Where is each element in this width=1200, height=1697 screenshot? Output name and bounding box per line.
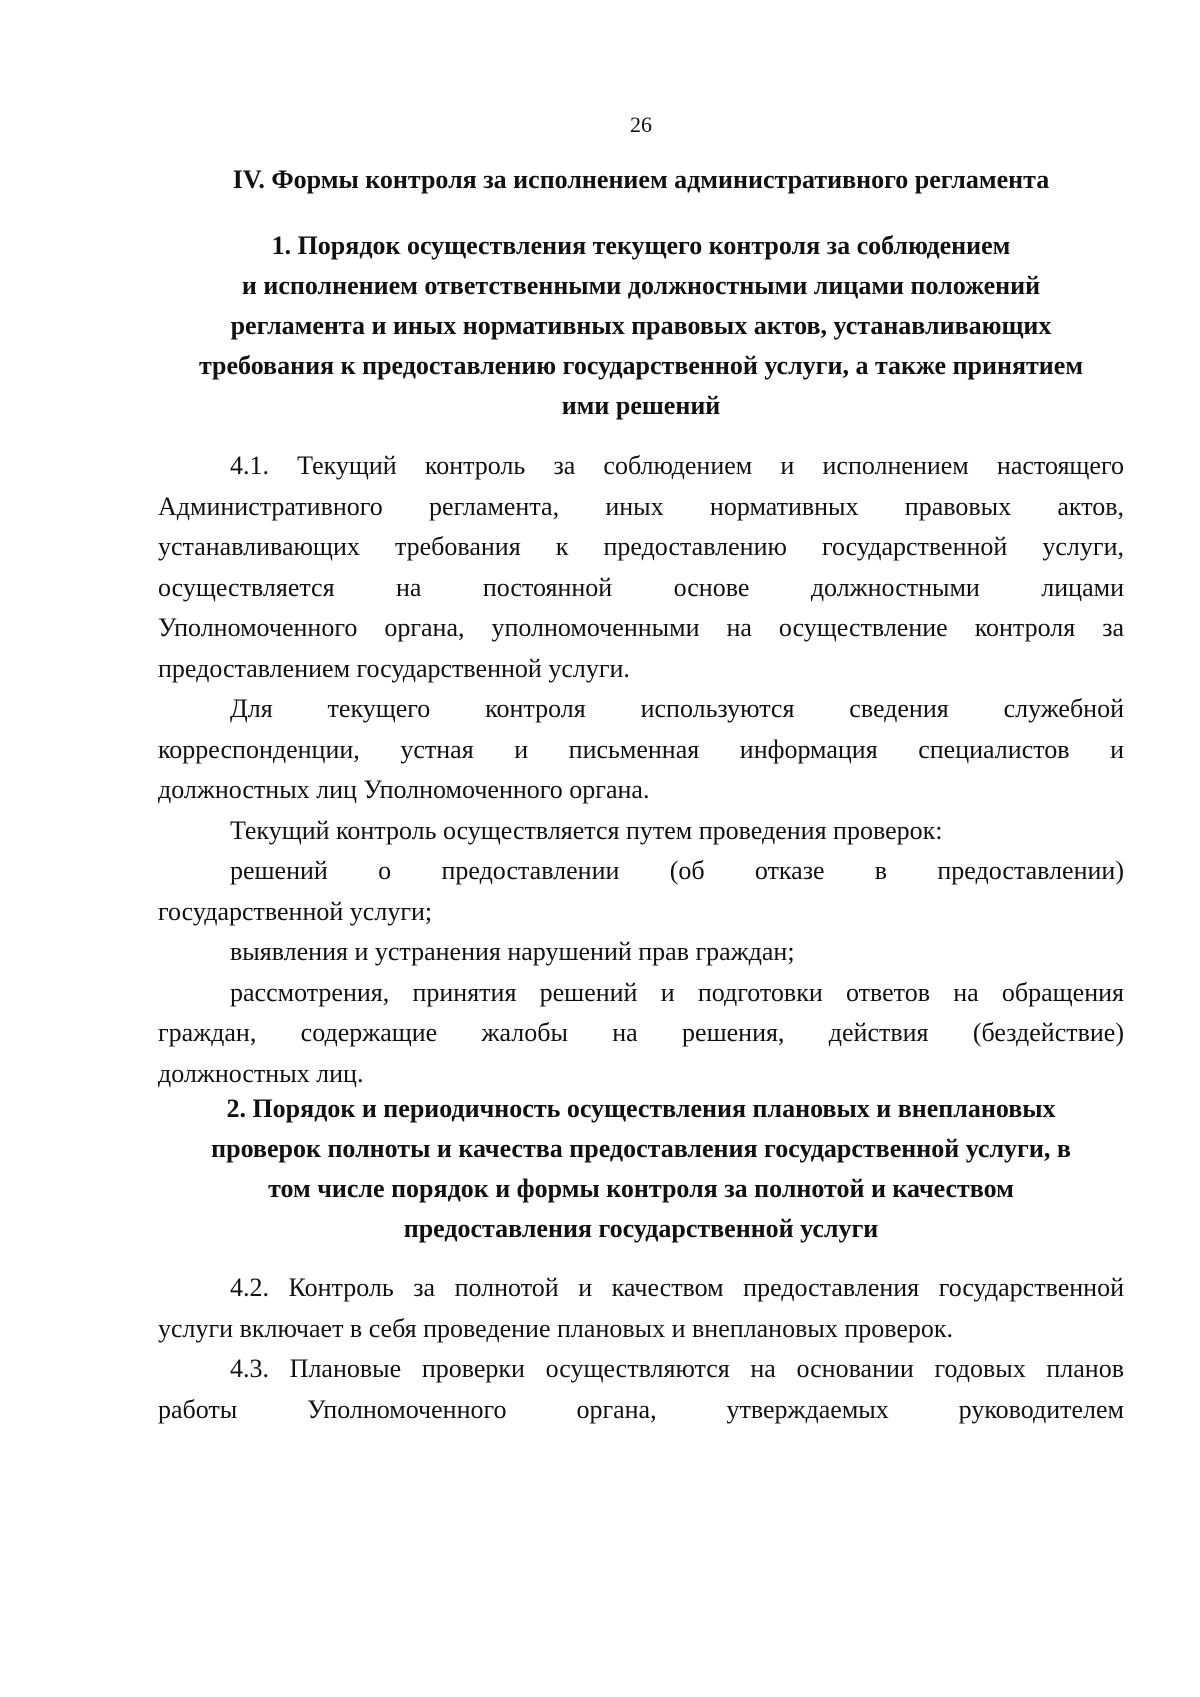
text-line: услуги включает в себя проведение плановых и внеплановых проверок. xyxy=(158,1313,954,1343)
text-line: устанавливающих требования к предоставлению государственной услуги, xyxy=(158,532,1124,561)
heading-line: предоставления государственной услуги xyxy=(403,1214,879,1243)
heading-line: проверок полноты и качества предоставления государственной услуги, в xyxy=(211,1134,1071,1163)
paragraph-decisions xyxy=(158,851,1124,932)
text-line: Для текущего контроля используются сведения служебной xyxy=(230,694,1124,723)
section-1-body xyxy=(158,446,1124,1094)
paragraph-current-control-checks xyxy=(158,811,1124,852)
heading-line: регламента и иных нормативных правовых актов, устанавливающих xyxy=(230,311,1052,340)
paragraph-4-2 xyxy=(158,1268,1124,1349)
heading-line: ими решений xyxy=(561,391,721,420)
section-2-heading xyxy=(158,1089,1124,1249)
text-line: корреспонденции, устная и письменная информация специалистов и xyxy=(158,734,1124,764)
paragraph-4-3 xyxy=(158,1349,1124,1430)
paragraph-violations xyxy=(158,932,1124,973)
text-line: выявления и устранения нарушений прав граждан; xyxy=(230,937,795,966)
text-line: работы Уполномоченного органа, утверждаемых руководителем xyxy=(158,1394,1124,1424)
text-line: Административного регламента, иных нормативных правовых актов, xyxy=(158,491,1124,521)
paragraph-appeals xyxy=(158,973,1124,1095)
heading-line: том числе порядок и формы контроля за полнотой и качеством xyxy=(268,1174,1014,1203)
heading-line: требования к предоставлению государственной услуги, а также принятием xyxy=(198,351,1084,380)
text-line: должностных лиц. xyxy=(158,1058,364,1088)
text-line: государственной услуги; xyxy=(158,896,433,926)
text-line: 4.2. Контроль за полнотой и качеством предоставления государственной xyxy=(230,1273,1124,1302)
text-line: рассмотрения, принятия решений и подготовки ответов на обращения xyxy=(230,977,1124,1007)
heading-line: 2. Порядок и периодичность осуществления плановых и внеплановых xyxy=(226,1094,1056,1123)
paragraph-4-1 xyxy=(158,446,1124,689)
text-line: предоставлением государственной услуги. xyxy=(158,653,630,683)
chapter-heading: IV. Формы контроля за исполнением административного регламента xyxy=(232,165,1050,194)
text-line: решений о предоставлении (об отказе в предоставлении) xyxy=(230,856,1124,885)
text-line: граждан, содержащие жалобы на решения, действия (бездействие) xyxy=(158,1018,1124,1047)
page-number: 26 xyxy=(630,112,652,137)
text-line: должностных лиц Уполномоченного органа. xyxy=(158,775,650,804)
text-line: 4.1. Текущий контроль за соблюдением и исполнением настоящего xyxy=(230,451,1124,480)
paragraph-current-control-sources xyxy=(158,689,1124,811)
heading-line: и исполнением ответственными должностными лицами положений xyxy=(241,271,1041,300)
heading-line: 1. Порядок осуществления текущего контроля за соблюдением xyxy=(271,231,1011,260)
text-line: 4.3. Плановые проверки осуществляются на основании годовых планов xyxy=(230,1354,1124,1383)
section-2-body xyxy=(158,1268,1124,1430)
text-line: Уполномоченного органа, уполномоченными на осуществление контроля за xyxy=(158,613,1124,642)
text-line: осуществляется на постоянной основе должностными лицами xyxy=(158,572,1124,602)
section-1-heading xyxy=(158,226,1124,426)
text-line: Текущий контроль осуществляется путем проведения проверок: xyxy=(230,815,943,845)
